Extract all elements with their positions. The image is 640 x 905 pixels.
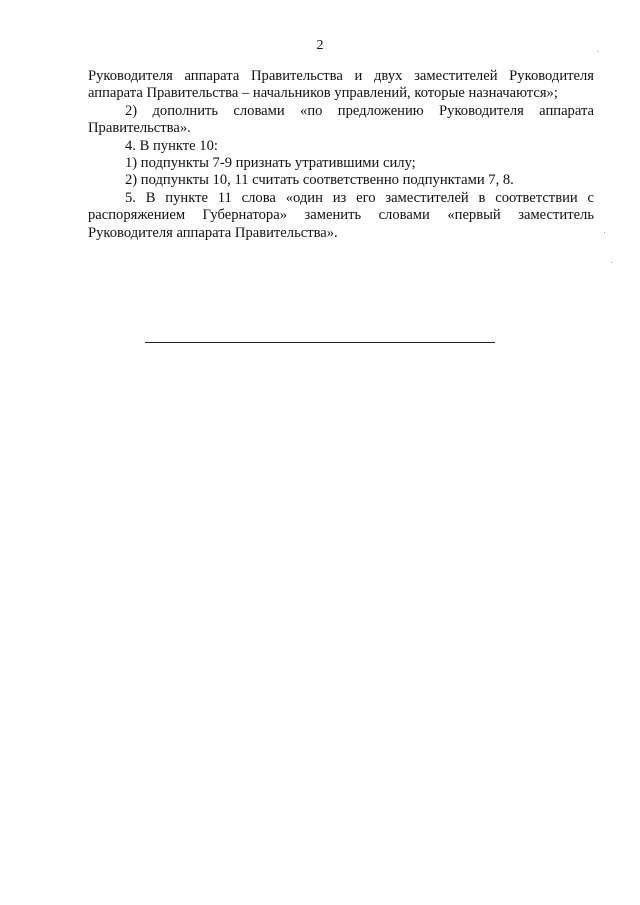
page-number: 2 <box>316 38 324 53</box>
paragraph-item-4-subitem-2: 2) подпункты 10, 11 считать соответственно подпунктами 7, 8. <box>125 172 514 189</box>
scan-speck <box>597 51 598 52</box>
scan-speck <box>604 232 605 233</box>
scan-speck <box>611 262 612 263</box>
paragraph-item-4-subitem-1: 1) подпункты 7-9 признать утратившими силу; <box>125 155 416 172</box>
document-body <box>88 68 594 242</box>
paragraph-continuation: Руководителя аппарата Правительства и двух заместителей Руководителя аппарата Правительства – начальников управлений, которые назначаются»; <box>88 68 594 102</box>
paragraph-item-4: 4. В пункте 10: <box>125 137 218 154</box>
paragraph-subitem-2-add-words: 2) дополнить словами «по предложению Руководителя аппарата Правительства». <box>88 102 594 137</box>
end-separator-line <box>145 342 495 343</box>
paragraph-item-5: 5. В пункте 11 слова «один из его заместителей в соответствии с распоряжением Губернатора» заменить словами «первый заместитель Руководителя аппарата Правительства». <box>88 189 594 241</box>
